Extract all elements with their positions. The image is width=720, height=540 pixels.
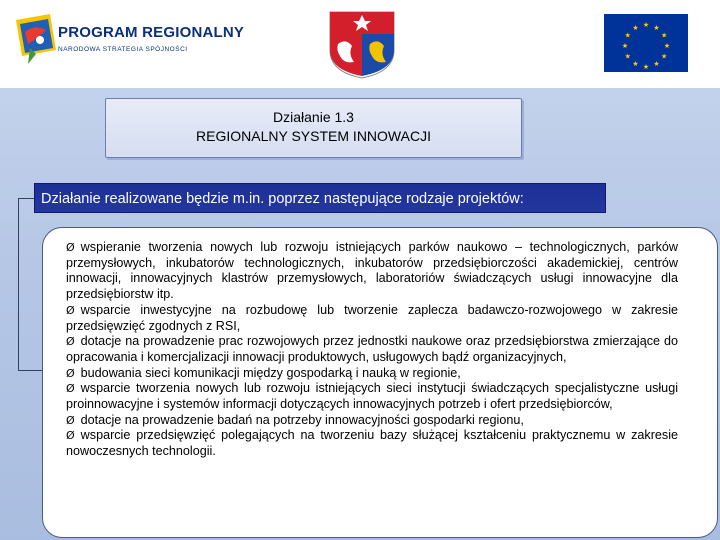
svg-text:★: ★	[653, 60, 660, 69]
arrow-bullet-icon: Ø	[66, 241, 75, 254]
arrow-bullet-icon: Ø	[66, 429, 75, 443]
list-item	[66, 303, 678, 334]
svg-text:★: ★	[642, 63, 650, 71]
list-item-text: budowania sieci komunikacji między gospodarką i nauką w regionie,	[80, 365, 461, 380]
svg-text:★: ★	[632, 23, 639, 32]
arrow-bullet-icon: Ø	[66, 303, 75, 317]
arrow-bullet-icon: Ø	[66, 382, 75, 396]
list-item	[66, 240, 678, 303]
list-item-text: wspieranie tworzenia nowych lub rozwoju istniejących parków naukowo – technologicznych, parków przemysłowych, inkubatorów technologicznych, inkubatorów przedsiębiorczości akademickiej, centrów innowacji, innowacyjnych klastrów przemysłowych, laboratoriów świadczących usługi innowacyjne dla przedsiębiorstw itp.	[66, 240, 678, 302]
list-item-text: wsparcie inwestycyjne na rozbudowę lub tworzenie zaplecza badawczo-rozwojowego w zakresie przedsięwzięć zgodnych z RSI,	[66, 302, 678, 333]
svg-text:★: ★	[661, 52, 668, 61]
list-item-text: dotacje na prowadzenie prac rozwojowych przez jednostki naukowe oraz przedsiębiorstwa zmierzające do opracowania i komercjalizacji innowacji produktowych, usługowych bądź organizacyjnych,	[66, 334, 678, 364]
list-item-text: dotacje na prowadzenie badań na potrzeby innowacyjności gospodarki regionu,	[80, 412, 524, 427]
svg-text:★: ★	[624, 31, 631, 40]
list-item	[66, 381, 678, 412]
list-item-text: wsparcie przedsięwzięć polegających na tworzeniu bazy służącej kształceniu praktycznemu w zakresie nowoczesnych technologii.	[66, 428, 678, 459]
list-item	[66, 413, 678, 429]
list-item	[66, 334, 678, 365]
svg-text:★: ★	[642, 21, 650, 29]
arrow-bullet-icon: Ø	[66, 335, 75, 349]
page-title: REGIONALNY SYSTEM INNOWACJI	[196, 128, 431, 144]
podkarpackie-crest-icon	[328, 10, 396, 80]
svg-text:★: ★	[621, 42, 629, 50]
project-type-list	[66, 240, 678, 460]
eu-flag-icon	[604, 14, 688, 72]
subtitle-banner: Działanie realizowane będzie m.in. poprzez następujące rodzaje projektów:	[34, 183, 606, 213]
list-item	[66, 428, 678, 459]
logo-title: PROGRAM REGIONALNY	[58, 24, 245, 41]
list-item-text: wsparcie tworzenia nowych lub rozwoju istniejących sieci instytucji świadczących specjalistyczne usługi proinnowacyjne i systemów informacji dotyczących innowacyjnych potrzeb i ofert przedsiębiorców,	[66, 381, 678, 412]
svg-text:★: ★	[663, 42, 671, 50]
svg-text:★: ★	[653, 23, 660, 32]
title-box	[105, 98, 522, 158]
svg-text:★: ★	[624, 52, 631, 61]
program-regionalny-logo	[10, 10, 250, 80]
arrow-bullet-icon: Ø	[66, 413, 75, 427]
header-bar	[0, 0, 720, 88]
program-logo-icon	[10, 10, 66, 80]
svg-text:★: ★	[661, 31, 668, 40]
connector-line	[18, 370, 42, 371]
svg-text:★: ★	[632, 60, 639, 69]
page-title-number: Działanie 1.3	[273, 109, 354, 125]
connector-line	[18, 198, 34, 199]
logo-subtitle: NARODOWA STRATEGIA SPÓJNOŚCI	[58, 46, 188, 53]
connector-line	[18, 198, 19, 370]
list-item	[66, 366, 678, 382]
arrow-bullet-icon: Ø	[66, 366, 75, 380]
